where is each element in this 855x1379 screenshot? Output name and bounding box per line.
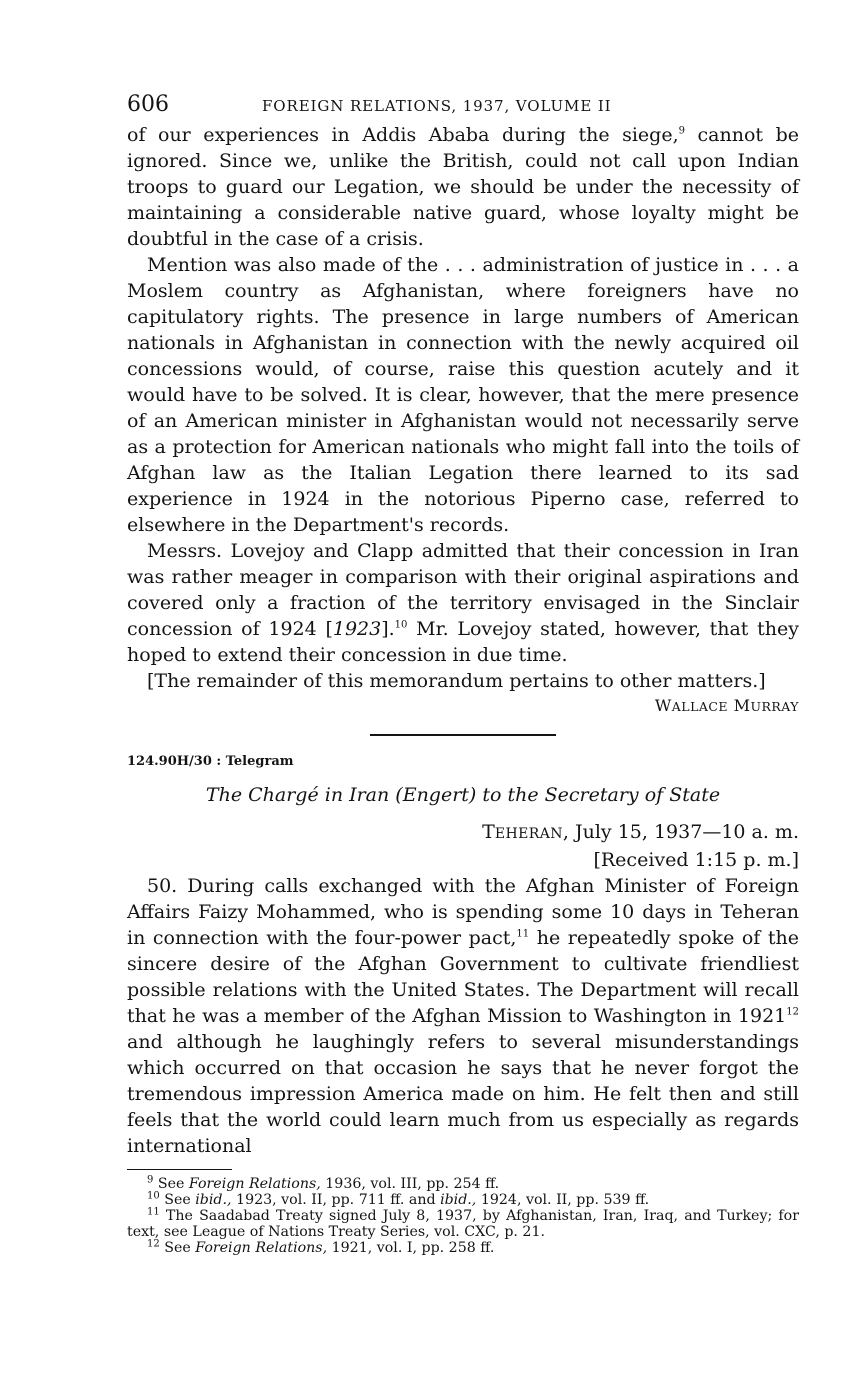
- footnote-ref-9: 9: [678, 125, 685, 137]
- footnote-11-text: The Saadabad Treaty signed July 8, 1937, by Afghanistan, Iran, Iraq, and Turkey; for text, see League of Nations Treaty Series, vol. CXC, p. 21.: [127, 1208, 799, 1240]
- dateline: [127, 819, 799, 847]
- dateline-date: , July 15, 1937—10 a. m.: [562, 821, 799, 843]
- footnote-10-text-b: 1923, vol. II, pp. 711 ff. and: [231, 1192, 441, 1208]
- footnote-ref-12: 12: [786, 1006, 799, 1018]
- running-title: FOREIGN RELATIONS, 1937, VOLUME II: [262, 97, 612, 115]
- footnote-10: [127, 1192, 799, 1208]
- file-number: 124.90H/30 : Telegram: [127, 754, 294, 769]
- memo-paragraph-1-text-a: of our experiences in Addis Ababa during the siege,: [127, 124, 679, 146]
- page-header: [127, 92, 799, 122]
- telegram-title: The Chargé in Iran (Engert) to the Secretary of State: [205, 784, 721, 806]
- dateline-place-smallcaps: EHERAN: [494, 826, 563, 842]
- footnote-9-number: 9: [147, 1174, 154, 1186]
- memo-paragraph-1: [127, 122, 799, 252]
- footnote-10-text-a: See: [159, 1192, 196, 1208]
- footnote-11: [127, 1208, 799, 1240]
- memo-paragraph-1-text-b: cannot be ignored. Since we, unlike the British, could not call upon Indian troops to guard our Legation, we should be under the necessity of maintaining a considerable native guard, whose loyalty might be doubtful in the case of a crisis.: [127, 124, 799, 250]
- footnote-11-number: 11: [147, 1206, 160, 1218]
- telegram-body: [127, 873, 799, 1159]
- signature: [127, 696, 799, 720]
- telegram-body-text-c: and although he laughingly refers to several misunderstandings which occurred on that occasion he says that he never forgot the tremendous impression America made on him. He felt then and still feels that the world could learn much from us especially as regards international: [127, 1031, 799, 1157]
- footnote-10-text-c: 1924, vol. II, pp. 539 ff.: [476, 1192, 650, 1208]
- section-divider: [370, 734, 556, 736]
- memo-paragraph-3-italic: 1923: [332, 618, 382, 640]
- footnote-ref-11: 11: [516, 928, 530, 940]
- telegram-body-text-b: he repeatedly spoke of the sincere desire of the Afghan Government to cultivate friendliest possible relations with the United States. The Department will recall that he was a member of the Afghan Mission to Washington in 1921: [127, 927, 799, 1027]
- footnote-rule: [127, 1169, 232, 1170]
- received-line: [Received 1:15 p. m.]: [593, 849, 799, 871]
- dateline-place-initial: T: [482, 821, 495, 843]
- page-number: 606: [127, 92, 169, 117]
- footnote-9-italic: Foreign Relations,: [188, 1176, 321, 1192]
- memo-paragraph-3: [127, 538, 799, 668]
- memo-paragraph-3-text-b: ].: [381, 618, 395, 640]
- signature-initial-2: M: [733, 696, 751, 715]
- signature-smallcaps-2: URRAY: [750, 699, 799, 714]
- footnote-12-text-b: 1921, vol. I, pp. 258 ff.: [327, 1240, 495, 1256]
- memo-paragraph-2: Mention was also made of the . . . administration of justice in . . . a Moslem country as Afghanistan, where foreigners have no capitulatory rights. The presence in large numbers of American nationals in Afghanistan in connection with the newly acquired oil concessions would, of course, raise this question acutely and it would have to be solved. It is clear, however, that the mere presence of an American minister in Afghanistan would not necessarily serve as a protection for American nationals who might fall into the toils of Afghan law as the Italian Legation there learned to its sad experience in 1924 in the notorious Piperno case, referred to elsewhere in the Department's records.: [127, 254, 799, 536]
- memo-paragraph-4: [The remainder of this memorandum pertains to other matters.]: [147, 670, 766, 692]
- footnote-12-text-a: See: [159, 1240, 196, 1256]
- footnote-9-text-a: See: [153, 1176, 189, 1192]
- footnote-12-italic: Foreign Relations,: [195, 1240, 328, 1256]
- memo-paragraph-3-text-a: Messrs. Lovejoy and Clapp admitted that their concession in Iran was rather meager in comparison with their original aspirations and covered only a fraction of the territory envisaged in the Sinclair concession of 1924 [: [127, 540, 799, 640]
- footnote-10-number: 10: [147, 1190, 160, 1202]
- telegram-body-text-a: 50. During calls exchanged with the Afghan Minister of Foreign Affairs Faizy Mohammed, who is spending some 10 days in Teheran in connection with the four-power pact,: [127, 875, 799, 949]
- footnote-10-italic-1: ibid.,: [195, 1192, 232, 1208]
- footnote-12: [127, 1240, 799, 1256]
- footnote-10-italic-2: ibid.,: [440, 1192, 477, 1208]
- footnote-9-text-b: 1936, vol. III, pp. 254 ff.: [320, 1176, 500, 1192]
- memo-paragraph-3-text-c: Mr. Lovejoy stated, however, that they hoped to extend their concession in due time.: [127, 618, 799, 666]
- footnote-9: [127, 1176, 799, 1192]
- signature-initial-1: W: [654, 696, 672, 715]
- footnote-ref-10: 10: [394, 619, 408, 631]
- signature-smallcaps-1: ALLACE: [671, 699, 729, 714]
- footnote-12-number: 12: [147, 1238, 160, 1250]
- document-page: [127, 92, 799, 1256]
